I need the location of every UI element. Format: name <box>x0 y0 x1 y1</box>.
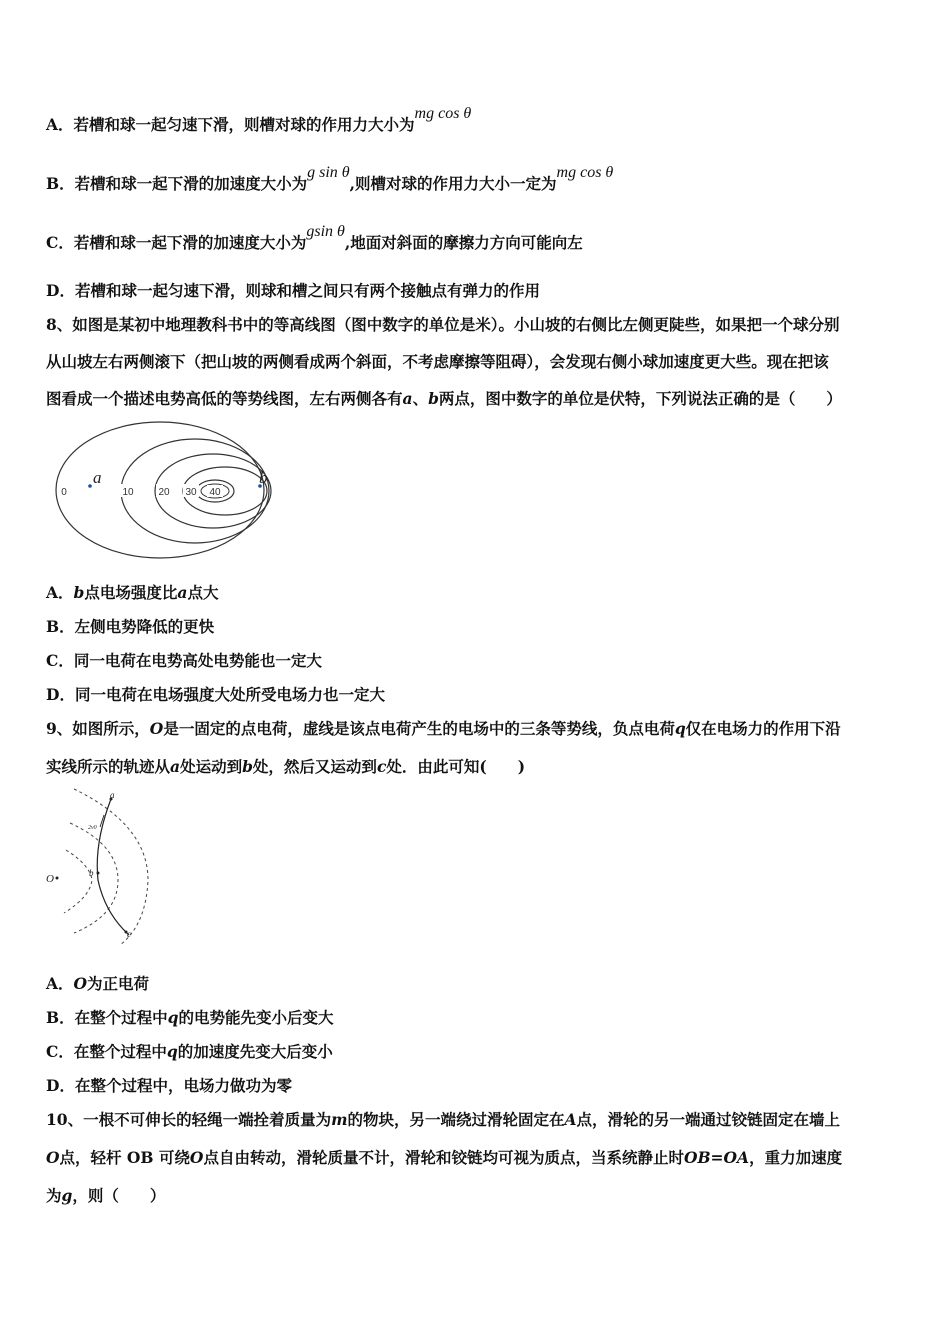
q8-option-c: C．同一电荷在电势高处电势能也一定大 <box>46 651 322 670</box>
q8-stem-line2: 从山坡左右两侧滚下（把山坡的两侧看成两个斜面，不考虑摩擦等阻碍），会发现右侧小球加速度更大些。现在把该 <box>46 352 829 371</box>
q9-stem-line2: 实线所示的轨迹从a处运动到b处，然后又运动到c处．由此可知( ) <box>46 757 526 776</box>
label-b: b <box>89 868 94 878</box>
formula: gsin θ <box>306 223 345 240</box>
contour-label-0: 0 <box>61 487 67 498</box>
equipotential-outer <box>74 789 148 945</box>
contour-label-10: 10 <box>122 487 134 498</box>
equipotential-inner <box>64 850 92 913</box>
q9-option-a: A．O为正电荷 <box>46 974 150 993</box>
formula: mg cos θ <box>556 164 614 181</box>
q9-option-b: B．在整个过程中q的电势能先变小后变大 <box>46 1008 334 1027</box>
q8-option-d: D．同一电荷在电场强度大处所受电场力也一定大 <box>46 685 385 704</box>
q10-stem-line1: 10、一根不可伸长的轻绳一端拴着质量为m的物块，另一端绕过滑轮固定在A点，滑轮的另一端通过铰链固定在墙上 <box>46 1110 841 1129</box>
label-o: O <box>46 873 54 885</box>
q8-option-b: B．左侧电势降低的更快 <box>46 617 215 636</box>
formula: g sin θ <box>307 164 350 181</box>
equipotential-middle <box>70 823 118 933</box>
q8-option-a: A．b点电场强度比a点大 <box>46 583 219 602</box>
trajectory-line <box>97 799 129 935</box>
contour-label-30: 30 <box>185 487 197 498</box>
point-o-dot <box>56 877 59 880</box>
label-c: c <box>127 929 131 939</box>
q9-stem-line1: 9、如图所示，O是一固定的点电荷，虚线是该点电荷产生的电场中的三条等势线，负点电荷q仅在电场力的作用下沿 <box>46 719 841 738</box>
q7-option-b: B．若槽和球一起下滑的加速度大小为g sin θ,则槽对球的作用力大小一定为mg cos θ <box>46 164 614 193</box>
q7-option-d: D．若槽和球一起匀速下滑，则球和槽之间只有两个接触点有弹力的作用 <box>46 281 540 300</box>
point-b-dot <box>97 872 100 875</box>
contour-label-20: 20 <box>158 487 170 498</box>
trajectory-figure <box>40 785 160 945</box>
q9-option-d: D．在整个过程中，电场力做功为零 <box>46 1076 292 1095</box>
q8-stem-line3: 图看成一个描述电势高低的等势线图，左右两侧各有a、b两点，图中数字的单位是伏特，下列说法正确的是（ ） <box>46 389 842 408</box>
point-a-label: a <box>93 468 102 487</box>
point-b-label: b <box>259 468 268 487</box>
q10-stem-line3: 为g，则（ ） <box>46 1186 166 1205</box>
label-v: 2v0 <box>88 825 97 831</box>
q10-stem-line2: O点，轻杆 OB 可绕O点自由转动，滑轮质量不计，滑轮和铰链均可视为质点，当系统静止时OB=OA，重力加速度 <box>46 1148 843 1167</box>
q7-option-c: C．若槽和球一起下滑的加速度大小为gsin θ,地面对斜面的摩擦力方向可能向左 <box>46 223 583 252</box>
contour-figure <box>50 417 290 562</box>
formula: mg cos θ <box>414 105 472 122</box>
point-a-dot <box>88 484 92 488</box>
q9-option-c: C．在整个过程中q的加速度先变大后变小 <box>46 1042 333 1061</box>
q7-option-a: A．若槽和球一起匀速下滑，则槽对球的作用力大小为mg cos θ <box>46 105 472 134</box>
label-a: a <box>110 790 115 800</box>
q8-stem-line1: 8、如图是某初中地理教科书中的等高线图（图中数字的单位是米）。小山坡的右侧比左侧更陡些，如果把一个球分别 <box>46 315 840 334</box>
contour-label-40: 40 <box>209 487 221 498</box>
